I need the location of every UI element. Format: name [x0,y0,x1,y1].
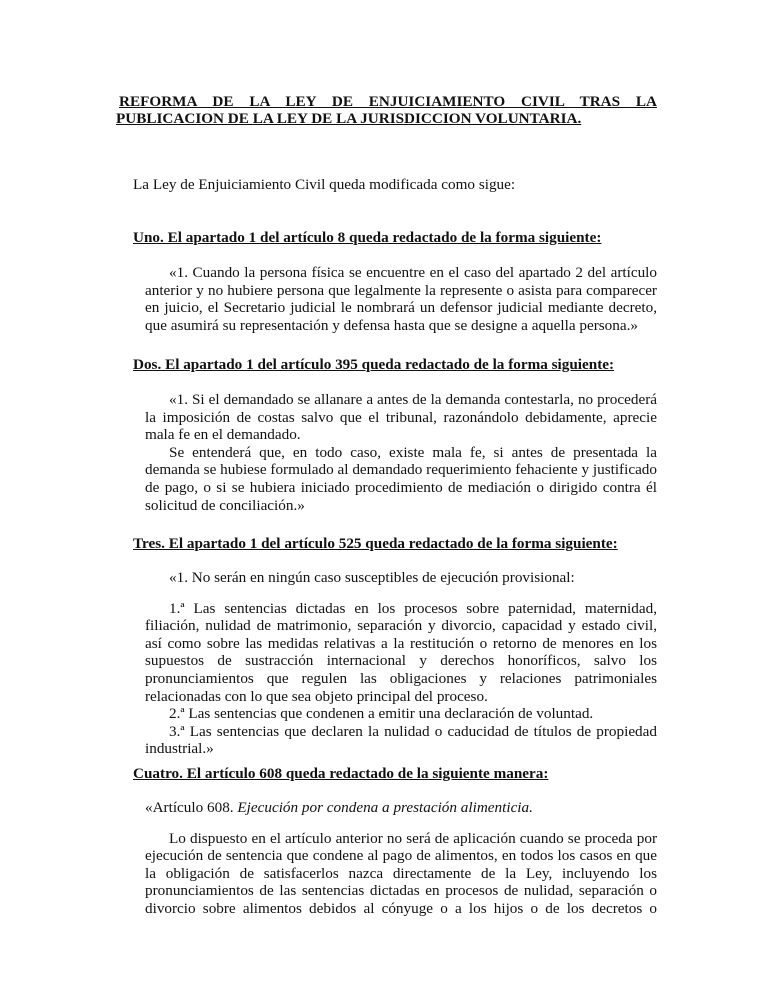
section-heading-cuatro: Cuatro. El artículo 608 queda redactado de la siguiente manera: [133,765,549,782]
section-heading-dos: Dos. El apartado 1 del artículo 395 queda redactado de la forma siguiente: [133,356,615,373]
paragraph: «1. Si el demandado se allanare a antes de la demanda contestarla, no procederá la imposición de costas salvo que el tribunal, razonándolo debidamente, aprecie mala fe en el demandado. [145,391,657,444]
paragraph: 1.ª Las sentencias dictadas en los procesos sobre paternidad, maternidad, filiación, nulidad de matrimonio, separación y divorcio, capacidad y estado civil, así como sobre las medidas relativas a la restitución o retorno de menores en los supuestos de sustracción internacional y derechos honoríficos, salvo los pronunciamientos que regulen las obligaciones y relaciones patrimoniales relacionadas con lo que sea objeto principal del proceso. [145,599,657,705]
article-heading [145,799,657,817]
section-body-cuatro [145,799,657,918]
article-label: «Artículo 608. [145,799,234,816]
section-heading-uno: Uno. El apartado 1 del artículo 8 queda redactado de la forma siguiente: [133,229,602,246]
paragraph: Lo dispuesto en el artículo anterior no será de aplicación cuando se proceda por ejecución de sentencia que condene al pago de alimentos, en todos los casos en que la obligación de satisfacerlos nazca directamente de la Ley, incluyendo los pronunciamientos de las sentencias dictadas en procesos de nulidad, separación o divorcio sobre alimentos debidos al cónyuge o a los hijos o de los decretos o [145,829,657,917]
document-title [116,93,657,127]
section-body-tres [145,569,657,758]
paragraph: 2.ª Las sentencias que condenen a emitir una declaración de voluntad. [169,705,594,723]
paragraph: «1. No serán en ningún caso susceptibles de ejecución provisional: [169,569,575,586]
paragraph: «1. Cuando la persona física se encuentre en el caso del apartado 2 del artículo anterior y no hubiere persona que legalmente la represente o asista para comparecer en juicio, el Secretario judicial le nombrará un defensor judicial mediante decreto, que asumirá su representación y defensa hasta que se designe a aquella persona.» [145,264,657,334]
title-line-2: PUBLICACION DE LA LEY DE LA JURISDICCION VOLUNTARIA. [116,110,582,127]
title-line-1: REFORMA DE LA LEY DE ENJUICIAMIENTO CIVIL TRAS LA [119,93,657,110]
intro-text: La Ley de Enjuiciamiento Civil queda modificada como sigue: [133,176,516,193]
paragraph: 3.ª Las sentencias que declaren la nulidad o caducidad de títulos de propiedad industrial.» [145,722,657,758]
section-heading-tres: Tres. El apartado 1 del artículo 525 queda redactado de la forma siguiente: [133,535,618,552]
section-body-dos [145,391,657,514]
article-title: Ejecución por condena a prestación alimenticia. [237,799,533,816]
paragraph: Se entenderá que, en todo caso, existe mala fe, si antes de presentada la demanda se hubiese formulado al demandado requerimiento fehaciente y justificado de pago, o si se hubiera iniciado procedimiento de mediación o dirigido contra él solicitud de conciliación.» [145,443,657,514]
section-body-uno [145,264,657,334]
